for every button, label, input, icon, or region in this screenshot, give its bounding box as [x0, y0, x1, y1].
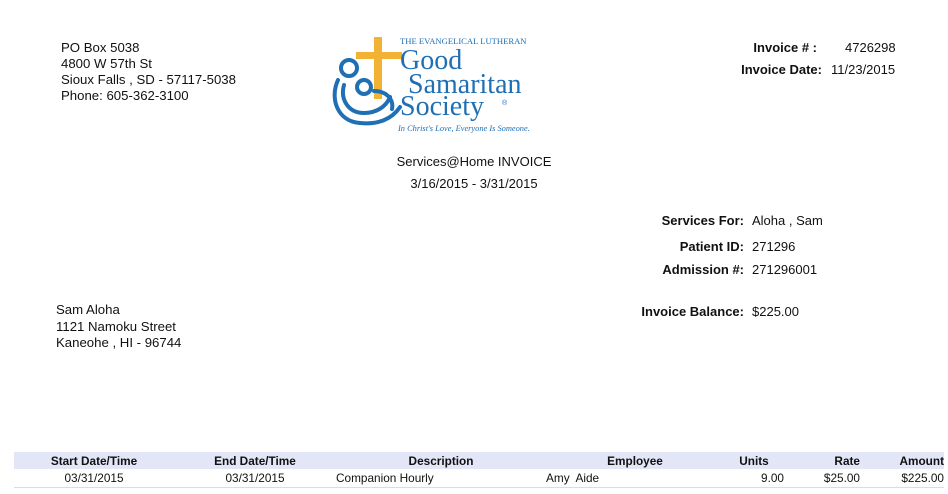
invoice-date-row — [0, 62, 948, 78]
cell-rate: $25.00 — [784, 469, 860, 488]
sender-city: Sioux Falls , SD - 57117-5038 — [61, 72, 236, 87]
recipient-address — [56, 302, 181, 352]
header-start-date: Start Date/Time — [14, 452, 174, 469]
recipient-city: Kaneohe , HI - 96744 — [56, 335, 182, 350]
header-description: Description — [336, 452, 546, 469]
logo-top-text: THE EVANGELICAL LUTHERAN — [400, 36, 527, 46]
cell-description: Companion Hourly — [336, 469, 546, 488]
line-items-table — [14, 452, 944, 488]
header-employee: Employee — [546, 452, 724, 469]
cell-end-date: 03/31/2015 — [174, 469, 336, 488]
invoice-number-row — [0, 40, 948, 56]
cell-start-date: 03/31/2015 — [14, 469, 174, 488]
sender-phone: Phone: 605-362-3100 — [61, 88, 189, 103]
table-header-row — [14, 452, 944, 469]
invoice-number-label: Invoice # : — [753, 40, 817, 55]
invoice-date-label: Invoice Date: — [741, 62, 822, 77]
header-units: Units — [724, 452, 784, 469]
logo-name-3: Society — [400, 91, 484, 122]
invoice-period: 3/16/2015 - 3/31/2015 — [410, 176, 538, 191]
header-end-date: End Date/Time — [174, 452, 336, 469]
services-for-label: Services For: — [661, 213, 744, 228]
cell-amount: $225.00 — [860, 469, 944, 488]
invoice-number: 4726298 — [845, 40, 896, 55]
header-rate: Rate — [784, 452, 860, 469]
cell-employee: Amy Aide — [546, 469, 724, 488]
patient-id-label: Patient ID: — [679, 239, 744, 254]
header-amount: Amount — [860, 452, 944, 469]
cell-units: 9.00 — [724, 469, 784, 488]
recipient-street: 1121 Namoku Street — [56, 318, 176, 334]
sender-street: 4800 W 57th St — [61, 56, 152, 71]
invoice-title-block — [0, 151, 948, 195]
table-row — [14, 469, 944, 488]
invoice-title: Services@Home INVOICE — [396, 154, 552, 169]
sender-po-box: PO Box 5038 — [61, 40, 140, 55]
patient-id-value: 271296 — [752, 239, 796, 254]
logo-name-2: Samaritan — [408, 69, 522, 100]
invoice-balance-value: $225.00 — [752, 304, 799, 319]
invoice-date: 11/23/2015 — [831, 62, 896, 77]
services-for-value: Aloha , Sam — [752, 213, 823, 228]
logo-registered: ® — [502, 100, 508, 107]
recipient-name: Sam Aloha — [56, 302, 120, 317]
admission-value: 271296001 — [752, 262, 818, 277]
logo-name-1: Good — [400, 45, 463, 76]
invoice-balance-label: Invoice Balance: — [641, 304, 744, 319]
logo-tagline: In Christ's Love, Everyone Is Someone. — [398, 124, 530, 133]
admission-label: Admission #: — [662, 262, 744, 277]
